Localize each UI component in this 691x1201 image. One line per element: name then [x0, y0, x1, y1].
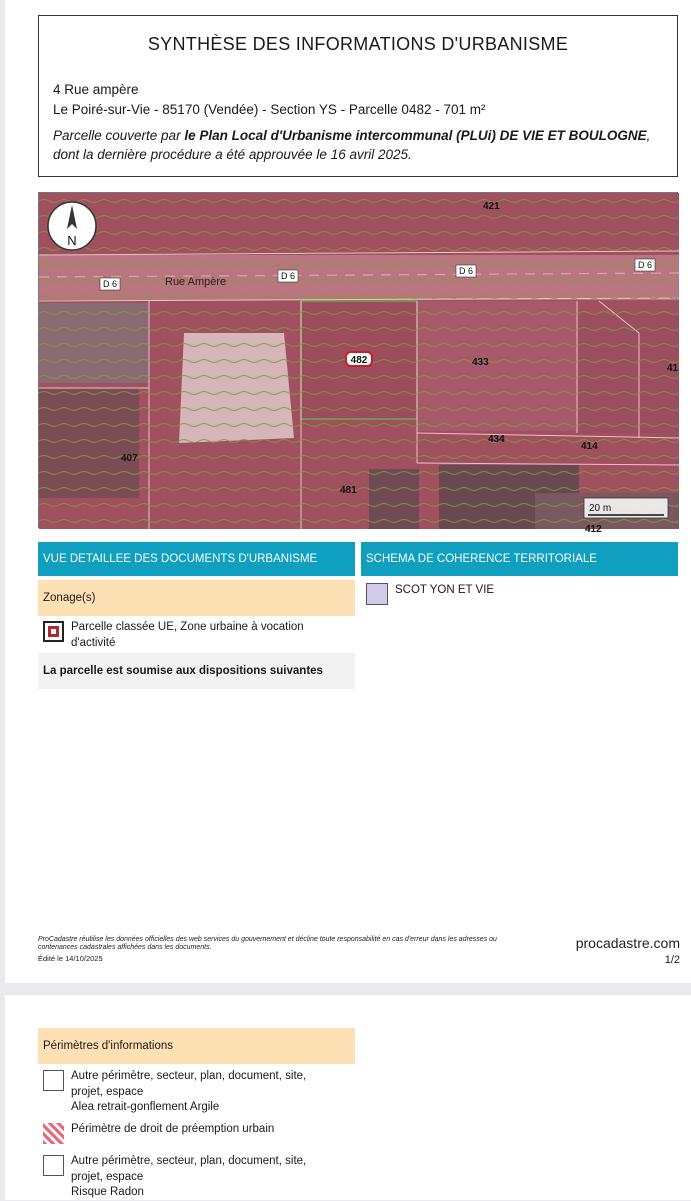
parcel-number: 481 — [340, 485, 357, 496]
document-page-2 — [5, 995, 691, 1200]
parcel-number-selected: 482 — [350, 355, 368, 366]
parcel-number: 407 — [121, 453, 138, 464]
perimeter-argile-swatch-icon — [43, 1070, 64, 1091]
document-page-1 — [5, 0, 691, 983]
preemption-label: Périmètre de droit de préemption urbain — [71, 1123, 275, 1135]
document-title: SYNTHÈSE DES INFORMATIONS D'URBANISME — [147, 34, 569, 54]
zone-ue-label: Parcelle classée UE, Zone urbaine à vocation d'activité — [71, 621, 304, 649]
page-number: 1/2 — [664, 954, 680, 966]
parcel-number: 433 — [472, 357, 489, 368]
cadastral-map — [38, 192, 679, 535]
address-parcel-details: Le Poiré-sur-Vie - 85170 (Vendée) - Section YS - Parcelle 0482 - 701 m² — [53, 102, 486, 117]
scale-bar — [584, 498, 668, 518]
summary-header-box — [38, 15, 678, 177]
scale-label: 20 m — [589, 503, 612, 514]
parcel-number: 414 — [581, 441, 598, 452]
perimeter-radon-name: Risque Radon — [71, 1186, 144, 1198]
north-label: N — [67, 233, 77, 248]
scot-swatch-icon — [366, 583, 388, 605]
map-svg — [39, 193, 679, 535]
perimeter-argile-label — [71, 1069, 331, 1116]
perimeter-radon-type: Autre périmètre, secteur, plan, document, site, projet, espace — [71, 1155, 307, 1183]
parcel-number: 434 — [488, 434, 505, 445]
urbanism-details-header: VUE DETAILLEE DES DOCUMENTS D'URBANISME — [38, 542, 355, 576]
plu-suffix: , dont la dernière procédure a été approuvée le 16 avril 2025. — [53, 128, 651, 162]
plu-name: le Plan Local d'Urbanisme intercommunal (PLUi) DE VIE ET BOULOGNE — [184, 128, 647, 143]
scot-header: SCHEMA DE COHERENCE TERRITORIALE — [361, 542, 678, 576]
perimeter-argile-name: Alea retrait-gonflement Argile — [71, 1101, 220, 1113]
north-arrow-icon — [48, 202, 96, 250]
parcel-number: 412 — [585, 524, 602, 535]
perimeter-argile-type: Autre périmètre, secteur, plan, document, site, projet, espace — [71, 1070, 307, 1098]
preemption-swatch-icon — [43, 1123, 64, 1144]
edit-date: Édité le 14/10/2025 — [38, 954, 103, 963]
road-tag: D 6 — [280, 271, 296, 281]
brand-label: procadastre.com — [575, 935, 680, 951]
zone-ue-swatch-icon — [43, 621, 64, 642]
road-tag: D 6 — [458, 266, 474, 276]
parcel-number: 41 — [667, 363, 679, 374]
zonage-subheader: Zonage(s) — [38, 580, 355, 616]
perimeter-radon-label — [71, 1154, 331, 1201]
plu-prefix: Parcelle couverte par — [53, 128, 185, 143]
disclaimer-text: ProCadastre réutilise les données officielles des web services du gouvernement et décline toute responsabilité en cas d'erreur dans les adresses ou contenances cadastrales affichées dans les documents. — [38, 936, 497, 951]
scot-label: SCOT YON ET VIE — [395, 584, 495, 596]
road-tag: D 6 — [637, 260, 653, 270]
road-tag: D 6 — [102, 279, 118, 289]
street-label: Rue Ampère — [165, 276, 227, 288]
perimeter-radon-swatch-icon — [43, 1155, 64, 1176]
perimetres-subheader: Périmètres d'informations — [38, 1028, 355, 1064]
address-street: 4 Rue ampère — [53, 82, 139, 97]
dispositions-subheader: La parcelle est soumise aux dispositions suivantes — [38, 653, 355, 689]
plu-statement — [53, 126, 653, 164]
parcel-number: 421 — [483, 201, 500, 212]
